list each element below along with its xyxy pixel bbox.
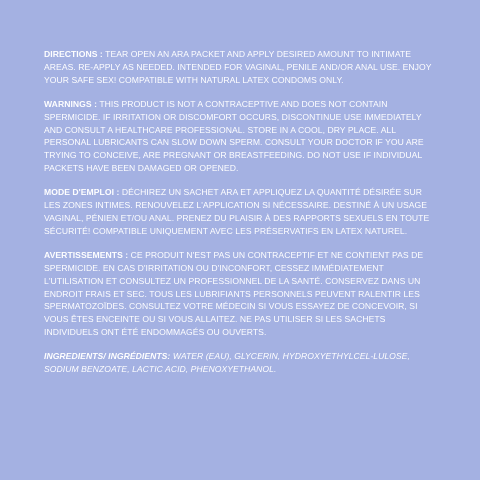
mode-emploi-paragraph — [44, 186, 440, 238]
ingredients-heading: INGREDIENTS/ INGRÉDIENTS: — [44, 351, 171, 362]
warnings-paragraph — [44, 98, 440, 175]
mode-emploi-heading: MODE D'EMPLOI : — [44, 187, 120, 198]
avertissements-paragraph — [44, 249, 440, 339]
directions-paragraph — [44, 48, 440, 87]
warnings-body: THIS PRODUCT IS NOT A CONTRACEPTIVE AND DOES NOT CONTAIN SPERMICIDE. IF IRRITATION OR DISCOMFORT OCCURS, DISCONTINUE USE IMMEDIATELY AND CONSULT A HEALTHCARE PROFESSIONAL. STORE IN A COOL, DRY PLACE. ALL PERSONAL LUBRICANTS CAN SLOW DOWN SPERM. CONSULT YOUR DOCTOR IF YOU ARE TRYING TO CONCEIVE, ARE PREGNANT OR BREASTFEEDING. DO NOT USE IF INDIVIDUAL PACKETS HAVE BEEN DAMAGED OR OPENED. — [44, 98, 424, 174]
avertissements-body: CE PRODUIT N'EST PAS UN CONTRACEPTIF ET NE CONTIENT PAS DE SPERMICIDE. EN CAS D'IRRITATION OU D'INCONFORT, CESSEZ IMMÉDIATEMENT L'UTILISATION ET CONSULTEZ UN PROFESSIONNEL DE LA SANTÉ. CONSERVEZ DANS UN ENDROIT FRAIS ET SEC. TOUS LES LUBRIFIANTS PERSONNELS PEUVENT RALENTIR LES SPERMATOZOÏDES. CONSULTEZ VOTRE MÉDECIN SI VOUS ESSAYEZ DE CONCEVOIR, SI VOUS ÊTES ENCEINTE OU SI VOUS ALLAITEZ. NE PAS UTILISER SI LES SACHETS INDIVIDUELS ONT ÉTÉ ENDOMMAGÉS OU OUVERTS. — [44, 249, 424, 338]
directions-body: TEAR OPEN AN ARA PACKET AND APPLY DESIRED AMOUNT TO INTIMATE AREAS. RE-APPLY AS NEEDED. INTENDED FOR VAGINAL, PENILE AND/OR ANAL USE. ENJOY YOUR SAFE SEX! COMPATIBLE WITH NATURAL LATEX CONDOMS ONLY. — [44, 49, 432, 85]
warnings-heading: WARNINGS : — [44, 98, 98, 109]
avertissements-heading: AVERTISSEMENTS : — [44, 249, 129, 260]
mode-emploi-body: DÉCHIREZ UN SACHET ARA ET APPLIQUEZ LA QUANTITÉ DÉSIRÉE SUR LES ZONES INTIMES. RENOUVELEZ L'APPLICATION SI NÉCESSAIRE. DESTINÉ À UN USAGE VAGINAL, PÉNIEN ET/OU ANAL. PRENEZ DU PLAISIR À DES RAPPORTS SEXUELS EN TOUTE SÉCURITÉ! COMPATIBLE UNIQUEMENT AVEC LES PRÉSERVATIFS EN LATEX NATUREL. — [44, 187, 430, 236]
directions-heading: DIRECTIONS : — [44, 49, 103, 59]
ingredients-body: WATER (EAU), GLYCERIN, HYDROXYETHYLCEL-LULOSE, SODIUM BENZOATE, LACTIC ACID, PHENOXYETHANOL. — [44, 351, 410, 375]
label-text-panel — [44, 48, 440, 387]
ingredients-paragraph — [44, 350, 440, 376]
